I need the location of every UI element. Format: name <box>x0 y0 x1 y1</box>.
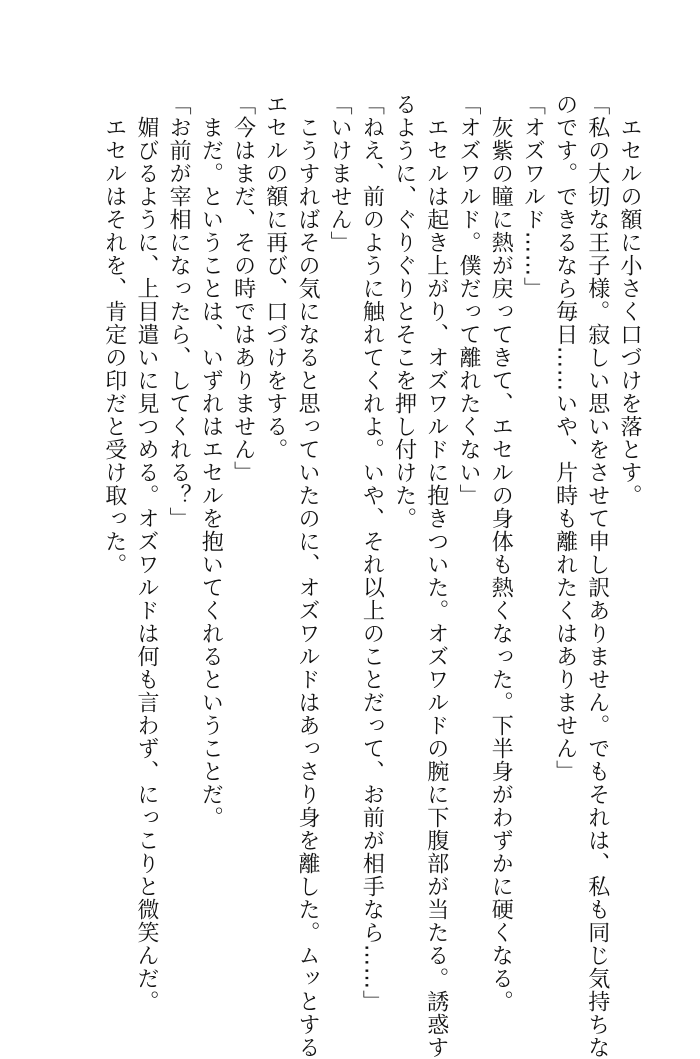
text-line: 「私の大切な王子様。寂しい思いをさせて申し訳ありません。でもそれは、私も同じ気持ちな <box>584 93 610 1059</box>
text-line: 「お前が宰相になったら、してくれる？」 <box>166 93 192 530</box>
text-line: るように、ぐりぐりとそこを押し付けた。 <box>391 93 417 530</box>
text-line: エセルは起き上がり、オズワルドに抱きついた。オズワルドの腕に下腹部が当たる。誘惑す <box>423 93 449 1059</box>
text-line: 媚びるように、上目遣いに見つめる。オズワルドは何も言わず、にっこりと微笑んだ。 <box>133 93 159 1013</box>
text-line: エセルの額に小さく口づけを落とす。 <box>617 93 642 507</box>
text-line: 「オズワルド。僕だって離れたくない」 <box>455 93 481 507</box>
text-line: 「ねえ、前のように触れてくれよ。いや、それ以上のことだって、お前が相手なら……」 <box>359 93 385 1013</box>
text-line: 「今はまだ、その時ではありません」 <box>230 93 256 484</box>
text-line: 「いけません」 <box>327 93 353 254</box>
text-line: エセルはそれを、肯定の印だと受け取った。 <box>101 93 127 576</box>
text-line: エセルの額に再び、口づけをする。 <box>262 93 288 461</box>
vertical-text-block <box>98 93 645 1059</box>
text-line: 灰紫の瞳に熱が戻ってきて、エセルの身体も熱くなった。下半身がわずかに硬くなる。 <box>488 93 514 1013</box>
text-line: こうすればその気になると思っていたのに、オズワルドはあっさり身を離した。ムッとする <box>294 93 320 1059</box>
text-line: のです。できるなら毎日……いや、片時も離れたくはありません」 <box>552 93 578 783</box>
text-line: 「オズワルド……」 <box>520 93 546 300</box>
text-line: まだ。ということは、いずれはエセルを抱いてくれるということだ。 <box>198 93 224 829</box>
